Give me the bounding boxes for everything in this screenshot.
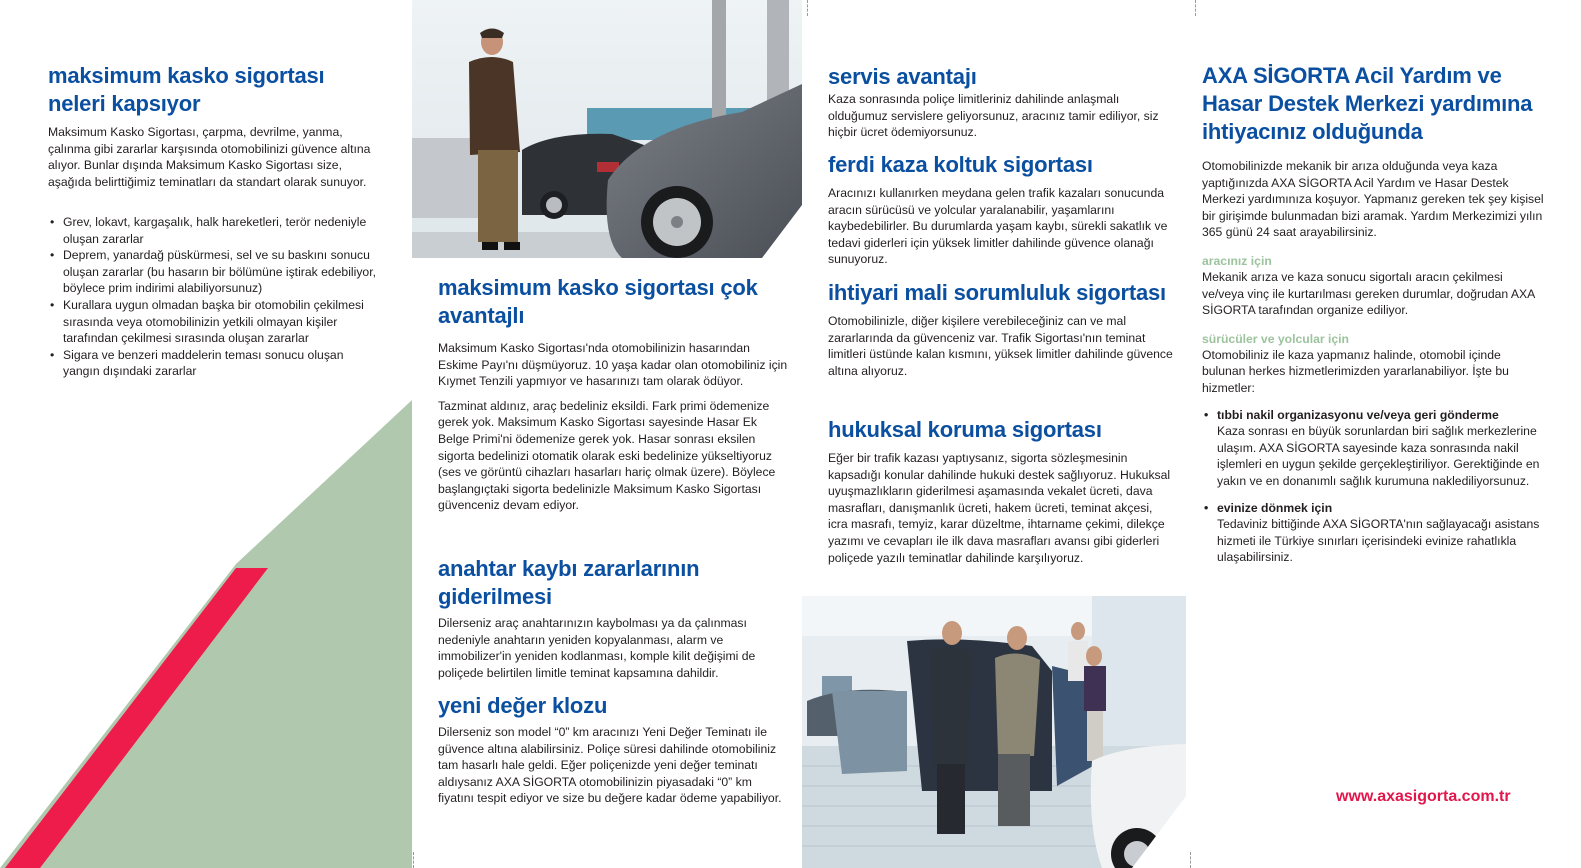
section-legal-protection bbox=[828, 416, 1173, 566]
panel-advantages bbox=[412, 0, 802, 868]
paragraph: Dilerseniz son model “0” km aracınızı Yeni Değer Teminatı ile güvence altına alabilirsiniz. Poliçe süresi dahilinde otomobiliniz tam hasarlı hale geldi. Eğer poliçenizde yeni değer teminatı aldıysanız AXA SİGORTA otomobilinizin piyasadaki “0” km fiyatını tespit ediyor ve size bu değere kadar ödeme yapabiliyor. bbox=[438, 725, 782, 806]
paragraph: Otomobilinizle, diğer kişilere verebileceğiniz can ve mal zararlarında da güvenceniz var. Trafik Sigortası'nın teminat limitleri üstünde kalan kısmını, yüksek limitler dahilinde güvence altına alıyoruz. bbox=[828, 314, 1173, 378]
section-title: maksimum kasko sigortası çok avantajlı bbox=[438, 275, 758, 328]
service-text: Kaza sonrası en büyük sorunlardan biri sağlık merkezlerine ulaşım. AXA SİGORTA sayesinde kaza sonrasında nakil işlemleri en uygun şekilde gerçekleştiriliyor. Gerektiğinde en yakın ve en donanımlı sağlık kurumuna naklediliyorsunuz. bbox=[1217, 424, 1540, 488]
panel-coverage bbox=[0, 0, 412, 868]
section-title: servis avantajı bbox=[828, 64, 977, 89]
section-title: hukuksal koruma sigortası bbox=[828, 417, 1102, 442]
intro-paragraph: Otomobilinizde mekanik bir arıza olduğunda veya kaza yaptığınızda AXA SİGORTA Acil Yardım ve Hasar Destek Merkezi yardımınıza koşuyor. Yapmanız gereken tek şey kişisel bir girişimde bulunmadan bizi aramak. Yardım Merkezimizi yılın 365 günü 24 saat arayabilirsiniz. bbox=[1202, 159, 1544, 240]
subheading-vehicle: aracınız için bbox=[1202, 253, 1272, 268]
showroom-photo bbox=[802, 596, 1186, 868]
section-title: ihtiyari mali sorumluluk sigortası bbox=[828, 280, 1166, 305]
service-title: tıbbi nakil organizasyonu ve/veya geri gönderme bbox=[1217, 407, 1499, 422]
section-title: AXA SİGORTA Acil Yardım ve Hasar Destek Merkezi yardımına ihtiyacınız olduğunda bbox=[1202, 63, 1533, 144]
paragraph: Dilerseniz araç anahtarınızın kaybolması ya da çalınması nedeniyle anahtarın yeniden kopyalanması, alarm ve immobilizer'in yeniden kodlanması, komple kilit değişimi de poliçede belirtilen limitle teminat kapsamına dahildir. bbox=[438, 616, 756, 680]
service-title: evinize dönmek için bbox=[1217, 500, 1333, 515]
section-service-advantage bbox=[828, 63, 1173, 141]
list-item: • Kurallara uygun olmadan başka bir otomobilin çekilmesi sırasında veya otomobilinizin yetkili olmayan kişiler tarafından çekilmesi sırasında oluşan zararlar bbox=[48, 297, 378, 347]
paragraph: Otomobiliniz ile kaza yapmanız halinde, otomobil içinde bulunan herkes hizmetlerimizden yararlanabiliyor. İşte bu hizmetler: bbox=[1202, 347, 1509, 395]
list-item bbox=[1202, 407, 1547, 490]
section-personal-accident bbox=[828, 151, 1173, 268]
website-link[interactable]: www.axasigorta.com.tr bbox=[1336, 788, 1511, 805]
section-title: yeni değer klozu bbox=[438, 693, 608, 718]
list-item: • Grev, lokavt, kargaşalık, halk hareketleri, terör nedeniyle oluşan zararlar bbox=[48, 214, 378, 247]
section-title: anahtar kaybı zararlarının giderilmesi bbox=[438, 556, 700, 609]
list-item: • Deprem, yanardağ püskürmesi, sel ve su baskını sonucu oluşan zararlar (bu hasarın bir bölümüne iştirak edebiliyor, böylece prim indirimi alabiliyorsunuz) bbox=[48, 247, 378, 297]
section-advantages bbox=[438, 274, 788, 514]
list-item bbox=[1202, 500, 1547, 566]
intro-paragraph: Maksimum Kasko Sigortası, çarpma, devrilme, yanma, çalınma gibi zararlar karşısında otomobilinizi güvence altına alıyor. Bunlar dışında Maksimum Kasko Sigortası size, aşağıda belirttiğimiz teminatları da standart olarak sunuyor. bbox=[48, 125, 371, 189]
paragraph: Eğer bir trafik kazası yaptıysanız, sigorta sözleşmesinin kapsadığı konular dahilinde hukuki destek sağlıyoruz. Hukuksal uyuşmazlıkların giderilmesi aşamasında vekalet ücreti, dava masrafları, danışmanlık ücreti, hakem ücreti, teminat akçesi, icra masrafı, temyiz, karar düzeltme, ihtarname çekimi, dilekçe yazımı ve cevapları ile ilk dava masrafları avansı gibi giderleri poliçede yazılı teminatlar dahilinde karşılıyoruz. bbox=[828, 451, 1171, 565]
services-list bbox=[1202, 407, 1547, 566]
paragraph: Maksimum Kasko Sigortası'nda otomobilinizin hasarından Eskime Payı'nı düşmüyoruz. 10 yaşa kadar olan otomobiliniz için Kıymet Tenzili yapmıyor ve hasarınızı tam olarak ödüyor. bbox=[438, 341, 788, 389]
section-assistance bbox=[1202, 62, 1547, 566]
paragraph: Kaza sonrasında poliçe limitleriniz dahilinde anlaşmalı olduğumuz servislere geliyorsunuz, aracınız tamir ediliyor, siz hiçbir ücret ödemiyorsunuz. bbox=[828, 92, 1159, 140]
section-title: maksimum kasko sigortası neleri kapsıyor bbox=[48, 63, 325, 116]
section-key-loss bbox=[438, 555, 788, 681]
paragraph: Mekanik arıza ve kaza sonucu sigortalı aracın çekilmesi ve/veya vinç ile kurtarılması gereken durumlar, doğrudan AXA SİGORTA tarafından organize ediliyor. bbox=[1202, 269, 1535, 318]
list-item: • Sigara ve benzeri maddelerin teması sonucu oluşan yangın dışındaki zararlar bbox=[48, 347, 378, 380]
paragraph: Tazminat aldınız, araç bedeliniz eksildi. Fark primi ödemenize gerek yok. Maksimum Kasko Sigortası sayesinde Hasar Ek Belge Primi'ni ödemenize gerek yok. Hasar sonrası eksilen sigorta bedelinizi otomatik olarak eski bedelinize yükseltiyoruz (ses ve görüntü cihazları hasarları hariç olmak üzere). Böylece başlangıçtaki sigorta bedelinizle Maksimum Kasko Sigortası güvenceniz devam ediyor. bbox=[438, 398, 776, 513]
section-title: ferdi kaza koltuk sigortası bbox=[828, 152, 1093, 177]
service-text: Tedaviniz bittiğinde AXA SİGORTA'nın sağlayacağı asistans hizmeti ile Türkiye sınırları içerisindeki evinize rahatlıkla ulaşabilirsiniz. bbox=[1217, 517, 1540, 565]
panel-assistance bbox=[1186, 0, 1581, 868]
coverage-list bbox=[48, 214, 378, 380]
paragraph: Aracınızı kullanırken meydana gelen trafik kazaları sonucunda aracın sürücüsü ve yolcular yaralanabilir, yaşamlarını kaybedebilirler. Bu durumlarda yaşam kaybı, sürekli sakatlık ve tedavi giderleri için yüksek limitler dahilinde güvence olanağı sunuyoruz. bbox=[828, 186, 1168, 267]
section-new-value-clause bbox=[438, 692, 788, 807]
subheading-drivers-passengers: sürücüler ve yolcular için bbox=[1202, 331, 1349, 346]
section-liability bbox=[828, 279, 1173, 379]
